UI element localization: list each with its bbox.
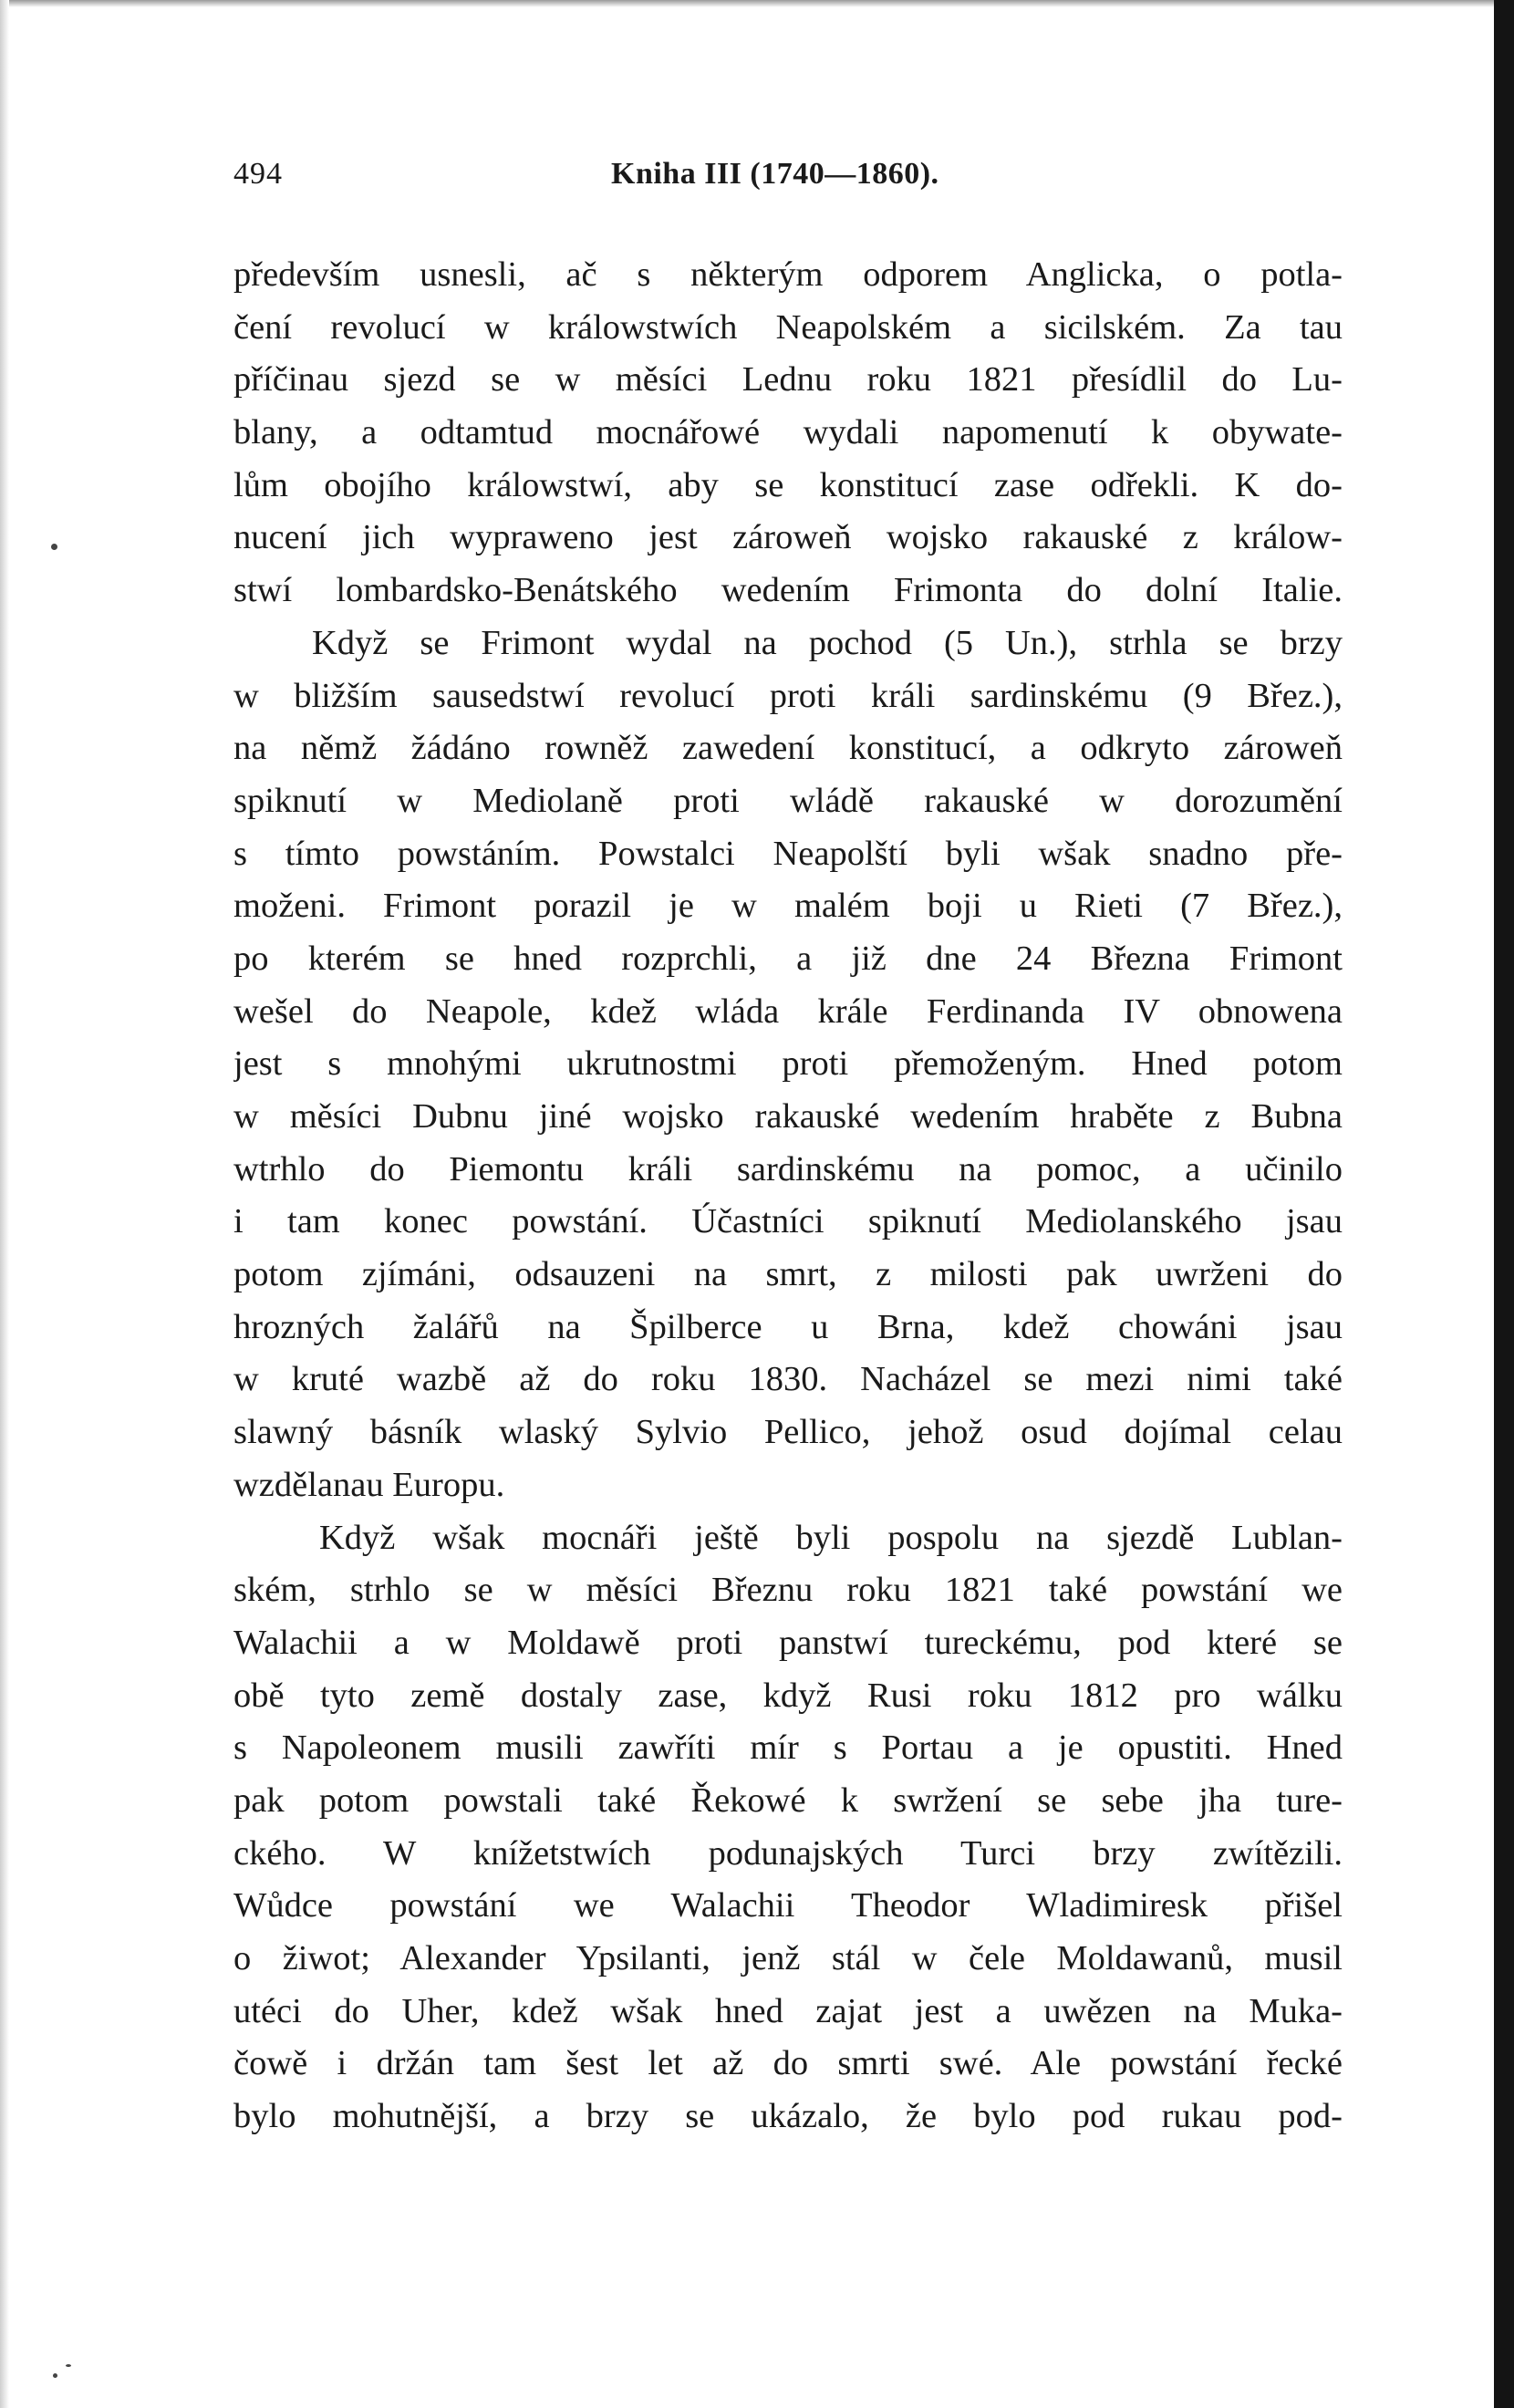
text-line: s Napoleonem musili zawříti mír s Portau a je opustiti. Hned — [233, 1728, 1343, 1768]
page-header — [233, 157, 1343, 202]
text-line: čení revolucí w králowstwích Neapolském a sicilském. Za tau — [233, 307, 1343, 347]
text-line: wzdělanau Europu. — [233, 1465, 505, 1504]
scan-speck — [53, 2373, 57, 2378]
text-line: nucení jich wypraweno jest zároweň wojsko rakauské z králow- — [233, 518, 1343, 557]
scan-speck — [66, 2364, 71, 2367]
running-title: Kniha III (1740—1860). — [611, 157, 939, 191]
text-line: hrozných žalářů na Špilberce u Brna, kdež chowáni jsau — [233, 1307, 1343, 1346]
text-line: blany, a odtamtud mocnářowé wydali napomenutí k obywate- — [233, 413, 1343, 452]
text-line: wtrhlo do Piemontu králi sardinskému na pomoc, a učinilo — [233, 1149, 1343, 1188]
text-line: po kterém se hned rozprchli, a již dne 24 Března Frimont — [233, 939, 1343, 978]
text-line: ském, strhlo se w měsíci Březnu roku 1821 také powstání we — [233, 1571, 1343, 1610]
text-line: s tímto powstáním. Powstalci Neapolští byli wšak snadno pře- — [233, 834, 1343, 873]
text-line: utéci do Uher, kdež wšak hned zajat jest a uwězen na Muka- — [233, 1991, 1343, 2030]
text-line: na němž žádáno rowněž zawedení konstitucí, a odkryto zároweň — [233, 729, 1343, 768]
text-line: pak potom powstali také Řekowé k swržení se sebe jha ture- — [233, 1780, 1343, 1820]
text-line: slawný básník wlaský Sylvio Pellico, jehož osud dojímal celau — [233, 1413, 1343, 1452]
text-line: w bližším sausedstwí revolucí proti králi sardinskému (9 Břez.), — [233, 676, 1343, 715]
text-line: obě tyto země dostaly zase, když Rusi roku 1812 pro wálku — [233, 1676, 1343, 1715]
text-line: moženi. Frimont porazil je w malém boji u Rieti (7 Břez.), — [233, 887, 1343, 926]
text-line: wešel do Neapole, kdež wláda krále Ferdinanda IV obnowena — [233, 991, 1343, 1031]
text-line: příčinau sjezd se w měsíci Lednu roku 1821 přesídlil do Lu- — [233, 360, 1343, 400]
scan-edge-left — [0, 0, 9, 2408]
text-line: spiknutí w Mediolaně proti wládě rakauské w dorozumění — [233, 781, 1343, 820]
text-line: w měsíci Dubnu jiné wojsko rakauské wedením hraběte z Bubna — [233, 1097, 1343, 1136]
text-line: ckého. W knížetstwích podunajských Turci brzy zwítězili. — [233, 1833, 1343, 1873]
text-line: i tam konec powstání. Účastníci spiknutí Mediolanského jsau — [233, 1202, 1343, 1241]
scan-edge-top — [0, 0, 1514, 7]
scan-edge-right — [1494, 0, 1514, 2408]
text-line: Když wšak mocnáři ještě byli pospolu na sjezdě Lublan- — [319, 1518, 1343, 1557]
text-line: Walachii a w Moldawě proti panstwí tureckému, pod které se — [233, 1623, 1343, 1662]
text-line: jest s mnohými ukrutnostmi proti přemoženým. Hned potom — [233, 1044, 1343, 1084]
page-number: 494 — [233, 157, 283, 191]
text-line: Wůdce powstání we Walachii Theodor Wladimiresk přišel — [233, 1886, 1343, 1925]
text-line: bylo mohutnější, a brzy se ukázalo, že bylo pod rukau pod- — [233, 2097, 1343, 2136]
text-line: o žiwot; Alexander Ypsilanti, jenž stál w čele Moldawanů, musil — [233, 1939, 1343, 1977]
text-line: lům obojího králowstwí, aby se konstitucí zase odřekli. K do- — [233, 465, 1343, 504]
text-line: potom zjímáni, odsauzeni na smrt, z milosti pak uwrženi do — [233, 1255, 1343, 1294]
text-line: čowě i držán tam šest let až do smrti swé. Ale powstání řecké — [233, 2044, 1343, 2083]
scan-speck — [51, 544, 57, 550]
text-line: především usnesli, ač s některým odporem Anglicka, o potla- — [233, 255, 1343, 294]
body-text — [233, 249, 1343, 2143]
text-line: stwí lombardsko-Benátského wedením Frimonta do dolní Italie. — [233, 571, 1343, 610]
text-line: w kruté wazbě až do roku 1830. Nacházel se mezi nimi také — [233, 1360, 1343, 1399]
text-line: Když se Frimont wydal na pochod (5 Un.), strhla se brzy — [312, 623, 1343, 662]
